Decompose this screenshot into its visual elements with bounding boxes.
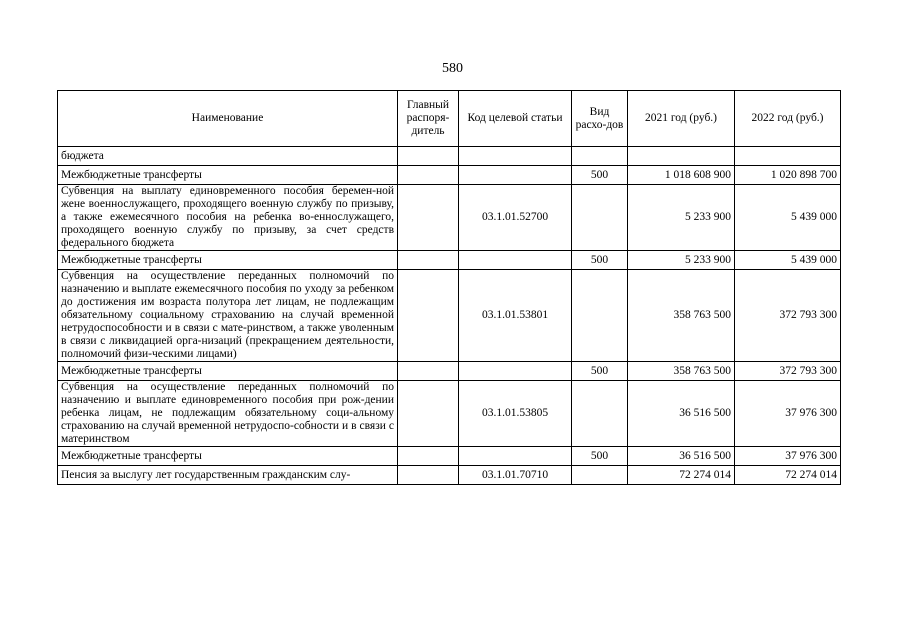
row-code (459, 147, 572, 166)
row-2022: 1 020 898 700 (735, 166, 841, 185)
row-code (459, 251, 572, 270)
row-type (572, 466, 628, 485)
row-type: 500 (572, 166, 628, 185)
row-type: 500 (572, 362, 628, 381)
row-admin (398, 270, 459, 362)
table-row (58, 362, 841, 381)
row-code (459, 362, 572, 381)
row-admin (398, 251, 459, 270)
row-type: 500 (572, 447, 628, 466)
row-name: Межбюджетные трансферты (58, 166, 398, 185)
table-row (58, 251, 841, 270)
table-row (58, 185, 841, 251)
row-2022: 37 976 300 (735, 381, 841, 447)
row-code: 03.1.01.52700 (459, 185, 572, 251)
row-name: бюджета (58, 147, 398, 166)
header-name: Наименование (58, 91, 398, 147)
header-2022: 2022 год (руб.) (735, 91, 841, 147)
table-header-row (58, 91, 841, 147)
row-type (572, 381, 628, 447)
table-row (58, 447, 841, 466)
row-2022: 372 793 300 (735, 362, 841, 381)
row-admin (398, 466, 459, 485)
row-2022: 5 439 000 (735, 185, 841, 251)
table-row (58, 270, 841, 362)
row-admin (398, 447, 459, 466)
row-code: 03.1.01.53805 (459, 381, 572, 447)
row-name: Субвенция на выплату единовременного пособия беремен-ной жене военнослужащего, проходящего военную службу по призыву, а также ежемесячного пособия на ребенка во-еннослужащего, проходящего военную службу по призыву, за счет средств федерального бюджета (58, 185, 398, 251)
row-admin (398, 185, 459, 251)
row-name: Межбюджетные трансферты (58, 447, 398, 466)
row-code: 03.1.01.53801 (459, 270, 572, 362)
row-2021: 1 018 608 900 (628, 166, 735, 185)
table-row (58, 381, 841, 447)
table-row (58, 166, 841, 185)
row-2021: 36 516 500 (628, 381, 735, 447)
row-admin (398, 166, 459, 185)
row-type (572, 270, 628, 362)
row-name: Межбюджетные трансферты (58, 362, 398, 381)
row-2022: 372 793 300 (735, 270, 841, 362)
row-name: Субвенция на осуществление переданных полномочий по назначению и выплате единовременного пособия при рож-дении ребенка лицам, не подлежащим обязательному соци-альному страхованию на случай временной нетрудоспо-собности и в связи с материнством (58, 381, 398, 447)
row-code (459, 447, 572, 466)
row-2021: 5 233 900 (628, 185, 735, 251)
row-2021 (628, 147, 735, 166)
row-2021: 5 233 900 (628, 251, 735, 270)
header-admin: Главный распоря-дитель (398, 91, 459, 147)
row-type (572, 185, 628, 251)
header-type: Вид расхо-дов (572, 91, 628, 147)
budget-table (57, 90, 841, 485)
table-row (58, 147, 841, 166)
row-2021: 358 763 500 (628, 270, 735, 362)
row-type: 500 (572, 251, 628, 270)
header-code: Код целевой статьи (459, 91, 572, 147)
row-2022: 37 976 300 (735, 447, 841, 466)
row-code: 03.1.01.70710 (459, 466, 572, 485)
row-2021: 358 763 500 (628, 362, 735, 381)
row-admin (398, 381, 459, 447)
row-admin (398, 362, 459, 381)
row-2022 (735, 147, 841, 166)
row-2022: 72 274 014 (735, 466, 841, 485)
row-2021: 36 516 500 (628, 447, 735, 466)
row-code (459, 166, 572, 185)
row-name: Межбюджетные трансферты (58, 251, 398, 270)
row-name: Субвенция на осуществление переданных полномочий по назначению и выплате ежемесячного пособия по уходу за ребенком до достижения им возраста полутора лет лицам, не подлежащим обязательному социальному страхованию на случай временной нетрудоспособности и в связи с мате-ринством, а также уволенным в связи с ликвидацией орга-низаций (прекращением деятельности, полномочий физи-ческими лицами) (58, 270, 398, 362)
row-2022: 5 439 000 (735, 251, 841, 270)
header-2021: 2021 год (руб.) (628, 91, 735, 147)
row-type (572, 147, 628, 166)
table-row (58, 466, 841, 485)
row-name: Пенсия за выслугу лет государственным гражданским слу- (58, 466, 398, 485)
page-number: 580 (442, 61, 463, 76)
row-2021: 72 274 014 (628, 466, 735, 485)
row-admin (398, 147, 459, 166)
